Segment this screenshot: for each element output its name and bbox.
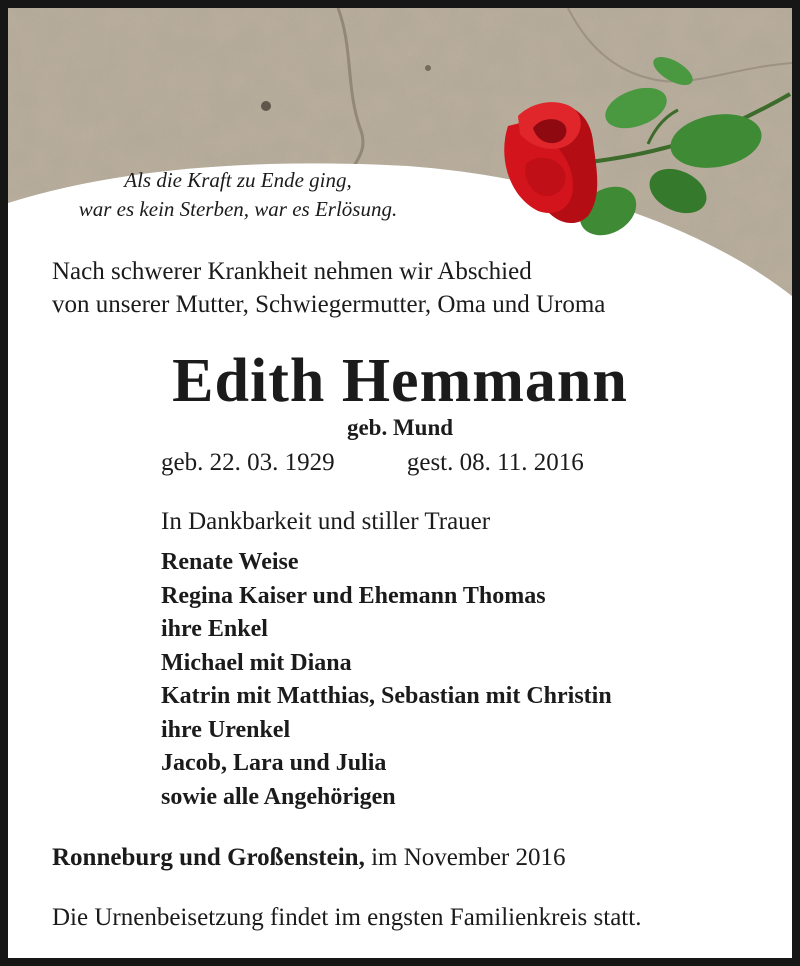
deceased-name: Edith Hemmann (172, 347, 628, 415)
red-rose-image (478, 46, 792, 246)
intro-line: von unserer Mutter, Schwiegermutter, Oma und Uroma (52, 291, 606, 318)
mourner-line: Michael mit Diana (161, 649, 352, 676)
mourner-line: Katrin mit Matthias, Sebastian mit Christin (161, 683, 612, 709)
place-names: Ronneburg und Großenstein, (52, 844, 365, 871)
intro-text (52, 255, 752, 321)
mourners-list (161, 546, 781, 814)
intro-line: Nach schwerer Krankheit nehmen wir Abschied (52, 258, 532, 285)
death-date: gest. 08. 11. 2016 (406, 449, 584, 476)
mourner-line: Regina Kaiser und Ehemann Thomas (161, 582, 546, 609)
mourner-line: Jacob, Lara und Julia (161, 750, 387, 776)
mourning-heading: In Dankbarkeit und stiller Trauer (161, 508, 491, 535)
mourner-line: sowie alle Angehörigen (161, 783, 396, 810)
birth-date: geb. 22. 03. 1929 (161, 449, 335, 476)
burial-note: Die Urnenbeisetzung findet im engsten Familienkreis statt. (52, 904, 642, 931)
life-dates (161, 446, 661, 479)
mourner-line: Renate Weise (161, 549, 299, 575)
quote-line: Als die Kraft zu Ende ging, (124, 168, 352, 192)
birth-name: geb. Mund (346, 415, 454, 440)
quote-line: war es kein Sterben, war es Erlösung. (78, 197, 398, 221)
month-year: im November 2016 (364, 844, 566, 871)
quote (48, 166, 428, 224)
mourner-line: ihre Urenkel (161, 716, 291, 743)
place-and-date (52, 841, 752, 874)
mourner-line: ihre Enkel (161, 616, 268, 642)
